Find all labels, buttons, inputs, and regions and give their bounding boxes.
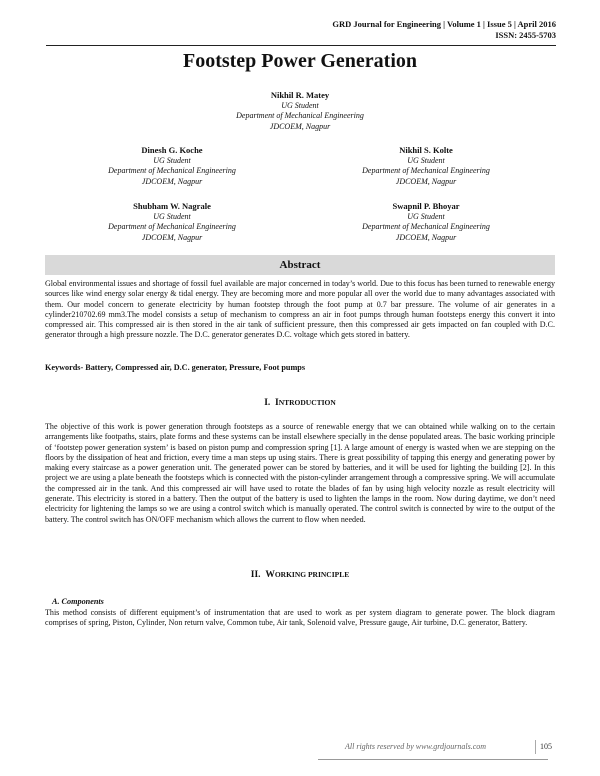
author-role: UG Student — [281, 100, 319, 110]
issn: ISSN: 2455-5703 — [495, 30, 556, 40]
author-inst: JDCOEM, Nagpur — [395, 176, 457, 186]
footer-separator — [535, 740, 536, 754]
paper-title: Footstep Power Generation — [182, 50, 418, 72]
author-name: Shubham W. Nagrale — [133, 201, 211, 211]
author-name: Nikhil R. Matey — [270, 90, 330, 100]
author-dept: Department of Mechanical Engineering — [236, 111, 364, 120]
header-rule — [46, 45, 556, 46]
section-heading-introduction — [0, 398, 600, 408]
section-title-rest: ORKING PRINCIPLE — [274, 570, 350, 579]
author-dept: Department of Mechanical Engineering — [108, 222, 236, 231]
footer-rule — [318, 759, 548, 760]
subsection-heading-components: A. Components — [52, 597, 104, 606]
page-number: 105 — [540, 742, 552, 751]
abstract-text: Global environmental issues and shortage of fossil fuel available are major concerned in today’s world. Due to this focus has been turned to renewable energy sources like wind energy solar energy & tidal energy. They are becoming more and more popular all over the world due to many advantages associated with them. Our model concern to generate electricity by human footstep through the foot pump at 0.7 bar pressure. The volume of air generates in a cylinder210702.69 mm3.The model consists a setup of mechanism to compress an air in foot pumps through human footsteps energy this convert it into compressed air. This compressed air is then stored in the air tank of sufficient pressure, then this compressed air gets impacted on fan coupled with D.C. generator through a high pressure nozzle. The D.C. generator generates D.C. voltage which gets stored in battery. — [45, 279, 555, 340]
author-name: Nikhil S. Kolte — [399, 145, 453, 155]
section-numeral: I. — [264, 398, 271, 408]
section-title-rest: NTRODUCTION — [278, 398, 336, 407]
section-initial: W — [265, 570, 275, 580]
section-heading-working-principle — [0, 570, 600, 580]
author-name: Swapnil P. Bhoyar — [392, 201, 460, 211]
keywords: Keywords- Battery, Compressed air, D.C. generator, Pressure, Foot pumps — [45, 363, 306, 372]
author-block — [316, 201, 536, 243]
author-dept: Department of Mechanical Engineering — [108, 166, 236, 175]
author-dept: Department of Mechanical Engineering — [362, 166, 490, 175]
author-block — [62, 145, 282, 187]
components-text: This method consists of different equipment’s of instrumentation that are used to work as per system diagram to generate power. The block diagram comprises of spring, Piston, Cylinder, Non return valve, Common tube, Air tank, Solenoid valve, Pressure gauge, Air turbine, D.C. generator, Battery. — [45, 608, 555, 628]
author-role: UG Student — [153, 211, 191, 221]
author-block — [190, 90, 410, 132]
author-role: UG Student — [153, 155, 191, 165]
author-role: UG Student — [407, 155, 445, 165]
author-block — [62, 201, 282, 243]
section-initial: I — [275, 398, 279, 408]
journal-header — [332, 19, 556, 41]
section-numeral: II. — [250, 570, 261, 580]
author-inst: JDCOEM, Nagpur — [395, 232, 457, 242]
introduction-text: The objective of this work is power generation through footsteps as a source of renewable energy that we can obtained while walking on to the certain arrangements like footpaths, stairs, plate forms and these systems can be install elsewhere specially in the dense populated areas. The basic working principle of ‘footstep power generation system’ is based on piston pump and compression spring [1]. A large amount of energy is wasted when we are stepping on the floors by the dissipation of heat and friction, every time a man steps up using stairs. There is great possibility of tapping this energy and generating power by making every staircase as a power generation unit. The generated power can be stored by batteries, and it will be used for lighting the building [2]. In this project we are using a plate beneath the footsteps which is connected with the piston-cylinder arrangement through a compressive spring. We will accumulate the compressed air in the tank. And this compressed air will have used to rotate the blades of fan by using high velocity nozzle as result electricity will generate. This electricity is stored in a battery. Then the output of the battery is used to lighten the lamps in the room. Now during daytime, we don’t need electricity for lightening the lamps so we are using a control switch which is manually operated. The control switch is connected by wire to the output of the battery. The control switch has ON/OFF mechanism which allows the current to flow when needed. — [45, 422, 555, 524]
author-name: Dinesh G. Koche — [141, 145, 203, 155]
abstract-heading: Abstract — [45, 255, 555, 275]
author-dept: Department of Mechanical Engineering — [362, 222, 490, 231]
author-inst: JDCOEM, Nagpur — [141, 232, 203, 242]
author-inst: JDCOEM, Nagpur — [269, 121, 331, 131]
author-inst: JDCOEM, Nagpur — [141, 176, 203, 186]
footer-rights: All rights reserved by www.grdjournals.com — [345, 742, 487, 751]
author-role: UG Student — [407, 211, 445, 221]
journal-info: GRD Journal for Engineering | Volume 1 | Issue 5 | April 2016 — [332, 19, 556, 29]
author-block — [316, 145, 536, 187]
